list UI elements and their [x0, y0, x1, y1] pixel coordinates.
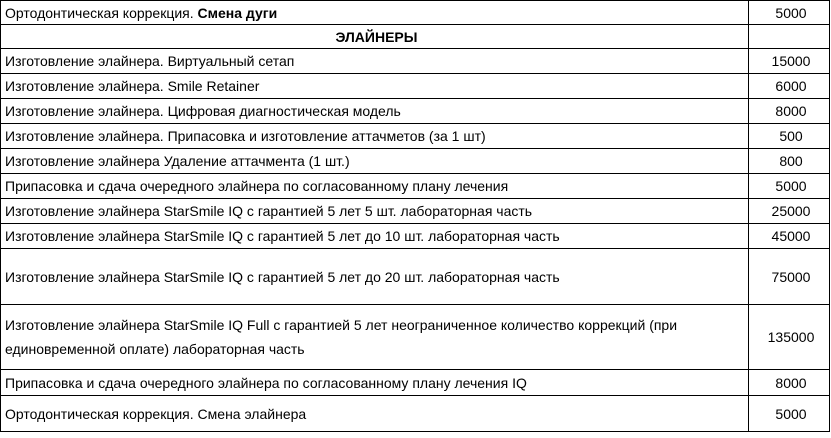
section-header-row — [1, 25, 830, 49]
service-description — [1, 305, 749, 370]
service-price — [749, 25, 830, 49]
table-row — [1, 370, 830, 396]
service-description: Ортодонтическая коррекция. Смена элайнера — [1, 396, 749, 432]
table-row — [1, 305, 830, 370]
service-price: 8000 — [749, 370, 830, 396]
service-price: 45000 — [749, 224, 830, 249]
service-description: Изготовление элайнера. Цифровая диагностическая модель — [1, 99, 749, 124]
table-row — [1, 396, 830, 432]
service-prefix: Ортодонтическая коррекция. — [5, 4, 198, 21]
service-description: Припасовка и сдача очередного элайнера по согласованному плану лечения IQ — [1, 370, 749, 396]
service-price: 5000 — [749, 396, 830, 432]
service-price: 15000 — [749, 49, 830, 74]
service-price: 25000 — [749, 199, 830, 224]
service-description: Изготовление элайнера. Виртуальный сетап — [1, 49, 749, 74]
service-price: 8000 — [749, 99, 830, 124]
service-description: Изготовление элайнера Удаление аттачмента (1 шт.) — [1, 149, 749, 174]
service-description: Изготовление элайнера StarSmile IQ с гарантией 5 лет 5 шт. лабораторная часть — [1, 199, 749, 224]
service-price: 135000 — [749, 305, 830, 370]
service-price: 500 — [749, 124, 830, 149]
table-row — [1, 74, 830, 99]
service-description: Изготовление элайнера StarSmile IQ с гарантией 5 лет до 10 шт. лабораторная часть — [1, 224, 749, 249]
service-price: 5000 — [749, 174, 830, 199]
table-row — [1, 199, 830, 224]
service-description-text: Изготовление элайнера StarSmile IQ Full с гарантией 5 лет неограниченное количество коррекций (при единовременной оплате) лабораторная часть — [5, 317, 678, 357]
service-description: Изготовление элайнера StarSmile IQ с гарантией 5 лет до 20 шт. лабораторная часть — [1, 249, 749, 305]
section-title: ЭЛАЙНЕРЫ — [1, 25, 749, 49]
service-description — [1, 1, 749, 25]
table-row — [1, 124, 830, 149]
table-row — [1, 149, 830, 174]
table-row — [1, 99, 830, 124]
service-price: 800 — [749, 149, 830, 174]
table-row — [1, 249, 830, 305]
service-description: Изготовление элайнера. Smile Retainer — [1, 74, 749, 99]
service-bold-text: Смена дуги — [197, 4, 278, 21]
service-description: Изготовление элайнера. Припасовка и изготовление аттачметов (за 1 шт) — [1, 124, 749, 149]
table-row — [1, 49, 830, 74]
service-price: 75000 — [749, 249, 830, 305]
table-row — [1, 1, 830, 25]
table-row — [1, 224, 830, 249]
service-price: 5000 — [749, 1, 830, 25]
service-description: Припасовка и сдача очередного элайнера по согласованному плану лечения — [1, 174, 749, 199]
table-row — [1, 174, 830, 199]
service-price: 6000 — [749, 74, 830, 99]
